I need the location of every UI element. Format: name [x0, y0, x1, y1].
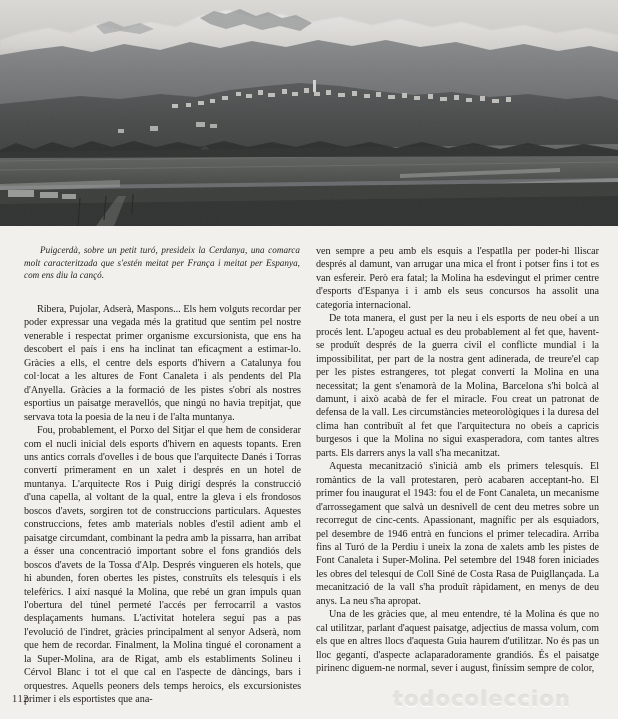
- body-text-column-right: [316, 245, 599, 676]
- photograph-graphic: [0, 0, 618, 226]
- paragraph: ven sempre a peu amb els esquis a l'espatlla per poder-hi lliscar després al damunt, van arrugar una mica el front i potser fins i tot es van esfereir. Però era fatal; la Molina ha esdevingut el primer centre d'esports d'Espanya i i amb els seus concursos ha assolit una categoria internacional.: [316, 246, 599, 311]
- body-text-column-left: [24, 303, 301, 707]
- paragraph: Una de les gràcies que, al meu entendre, té la Molina és que no cal utilitzar, parlant d'aquest paisatge, adjectius de massa volum, com els que en altres llocs d'aquesta Guia haurem d'utilitzar. No és pas un lloc gegantí, d'aspecte aclaparadoramente grandiós. És el paisatge pirinenc diguem-ne normal, sever i august, finíssim sempre de color,: [316, 609, 599, 675]
- paragraph: Fou, probablement, el Porxo del Sitjar el que hem de considerar com el nucli inicial dels esports d'hivern en aquests topants. Eren uns antics corrals d'ovelles i de bous que l'arquitecte Danés i Torras convertí primerament en un xalet i després en un hotel de muntanya. L'arquitecte Ros i Puig dirigí després la construcció d'una capella, al voltant de la qual, entre la gleva i els frondosos boscos d'avets, sorgiren tot de construccions particulars. Aquestes construccions, fetes amb materials nobles d'estil adient amb el paisatge circumdant, combinant la pedra amb la pissarra, han arribat a ésser una concentració important sobre el fons grandiós dels boscos d'avets de la Tossa d'Alp. Després vingueren els hotels, que hi abunden, foren obertes les pistes, construïts els telesquís i els telefèrics. I així nasqué la Molina, que rebé un gran impuls quan l'obertura del túnel permeté l'accés per ferrocarril a vastos desplaçaments humans. L'activitat hotelera seguí pas a pas l'evolució de l'indret, gràcies principalment al senyor Adserà, nom que hem de recordar. Finalment, la Molina tingué el coronament a la Super-Molina, ara de Rigat, amb els establiments Solineu i Cérvol Blanc i tot el que cal en l'aspecte de dàncings, bars i orquestres. Aquells peoners dels temps heroics, els excursionistes primer i els esportistes que ana-: [24, 425, 301, 706]
- page-number: 112: [12, 694, 30, 705]
- todocoleccion-watermark: todocoleccion: [393, 687, 572, 711]
- photo-caption: Puigcerdà, sobre un petit turó, presideix la Cerdanya, una comarca molt caracteritzada que s'estén meitat per França i meitat per Espanya, com ens diu la cançó.: [24, 245, 300, 281]
- paragraph: Aquesta mecanització s'inicià amb els primers telesquís. El romàntics de la vall protestaren, però acabaren acceptant-ho. El primer fou inaugurat el 1943: fou el de Font Canaleta, un mecanisme d'arrossegament que salvà un desnivell de cent deu metres sobre un recorregut de cinc-cents. Apassionant, magnífic per als esquiadors, pel desembre de 1946 entrà en funcions el primer telecadira. Arriba fins al Turó de la Perdiu i uneix la zona de xalets amb les pistes de Font Canaleta i Super-Molina. Pel setembre del 1948 foren iniciades les obres del telesquí de Coll Siné de Costa Rasa de Puigllançada. La mecanització de la vall s'ha produït ràpidament, en menys de deu anys. La neu s'ha apropat.: [316, 461, 599, 607]
- photo-tint: [0, 0, 618, 226]
- paragraph: De tota manera, el gust per la neu i els esports de neu obeí a un procés lent. L'apogeu actual es deu probablement al fet que, havent-se produït després de la guerra civil el conflicte mundial i la impossibilitat, per part de la nostra gent adinerada, de treure'el cap per les pistes estrangeres, tot plegat convertí la Molina en una necessitat; la gent s'enamorà de la Molina, Barcelona s'hi bolcà al damunt, i això acabà de fer el miracle. Fou creat un patronat de defensa de la vall. Les circumstàncies meteorològiques i la duresa del clima han contribuït al fet que l'arquitectura no obeís a capricis burgesos i que la Molina no sigui exasperadora, com tantes altres parts. Els darrers anys la vall s'ha mecanitzat.: [316, 313, 599, 459]
- paragraph: Ribera, Pujolar, Adserà, Maspons... Els hem volguts recordar per poder expressar una vegada més la gratitud que sentim pel nostre venerable i respectat primer organisme excursionista, que ens ha descobert el país i ens ha inclinat tan eficaçment a estimar-lo. Gràcies a ells, el centre dels esports d'hivern a Catalunya fou col·locat a les altures de Font Canaleta i als pendents del Pla d'Anyella. Gràcies a la formació de les pistes s'obrí als nostres esportius un paisatge meravellós, que ningú no havia trepitjat, que servava tota la poesia de la neu i de l'alta muntanya.: [24, 304, 301, 423]
- puigcerda-panorama-photograph: [0, 0, 618, 226]
